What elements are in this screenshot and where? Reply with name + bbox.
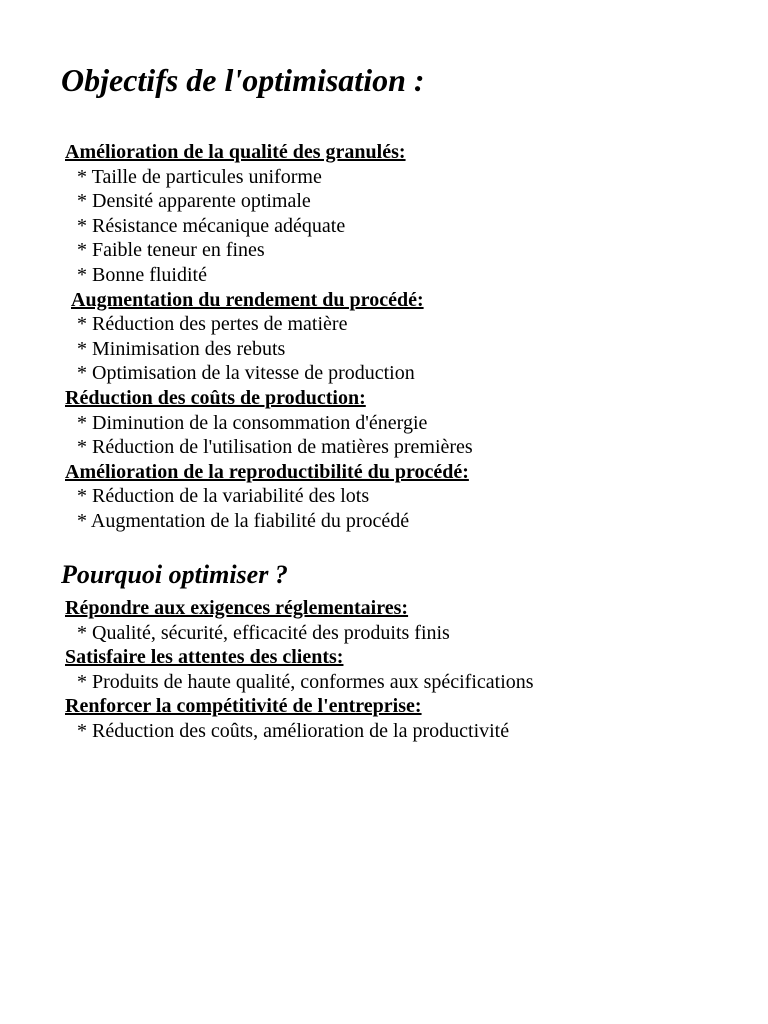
objectifs-list xyxy=(65,140,473,534)
list-heading: Augmentation du rendement du procédé: xyxy=(71,288,424,311)
list-item: * Réduction des pertes de matière xyxy=(77,313,348,336)
list-item: * Taille de particules uniforme xyxy=(77,165,322,188)
list-item: * Augmentation de la fiabilité du procédé xyxy=(77,509,410,532)
list-item: * Densité apparente optimale xyxy=(77,190,311,213)
list-item: * Qualité, sécurité, efficacité des produits finis xyxy=(77,621,450,644)
list-heading: Réduction des coûts de production: xyxy=(65,386,366,409)
list-item: * Diminution de la consommation d'énergie xyxy=(77,411,428,434)
list-heading: Amélioration de la reproductibilité du procédé: xyxy=(65,460,469,483)
list-item: * Réduction des coûts, amélioration de la productivité xyxy=(77,719,510,742)
list-item: * Minimisation des rebuts xyxy=(77,337,286,360)
list-item: * Réduction de l'utilisation de matières premières xyxy=(77,436,473,459)
list-heading: Satisfaire les attentes des clients: xyxy=(65,646,344,669)
section-title-pourquoi: Pourquoi optimiser ? xyxy=(61,560,288,589)
list-item: * Produits de haute qualité, conformes aux spécifications xyxy=(77,670,534,693)
list-heading: Répondre aux exigences réglementaires: xyxy=(65,597,409,619)
list-heading: Amélioration de la qualité des granulés: xyxy=(65,141,406,163)
list-item: * Faible teneur en fines xyxy=(77,239,265,262)
list-item: * Optimisation de la vitesse de production xyxy=(77,362,415,385)
section-title-objectifs: Objectifs de l'optimisation : xyxy=(61,62,425,98)
list-item: * Réduction de la variabilité des lots xyxy=(77,485,370,508)
list-item: * Résistance mécanique adéquate xyxy=(77,214,346,237)
list-item: * Bonne fluidité xyxy=(77,263,207,286)
list-heading: Renforcer la compétitivité de l'entreprise: xyxy=(65,695,422,718)
pourquoi-list xyxy=(65,596,534,744)
